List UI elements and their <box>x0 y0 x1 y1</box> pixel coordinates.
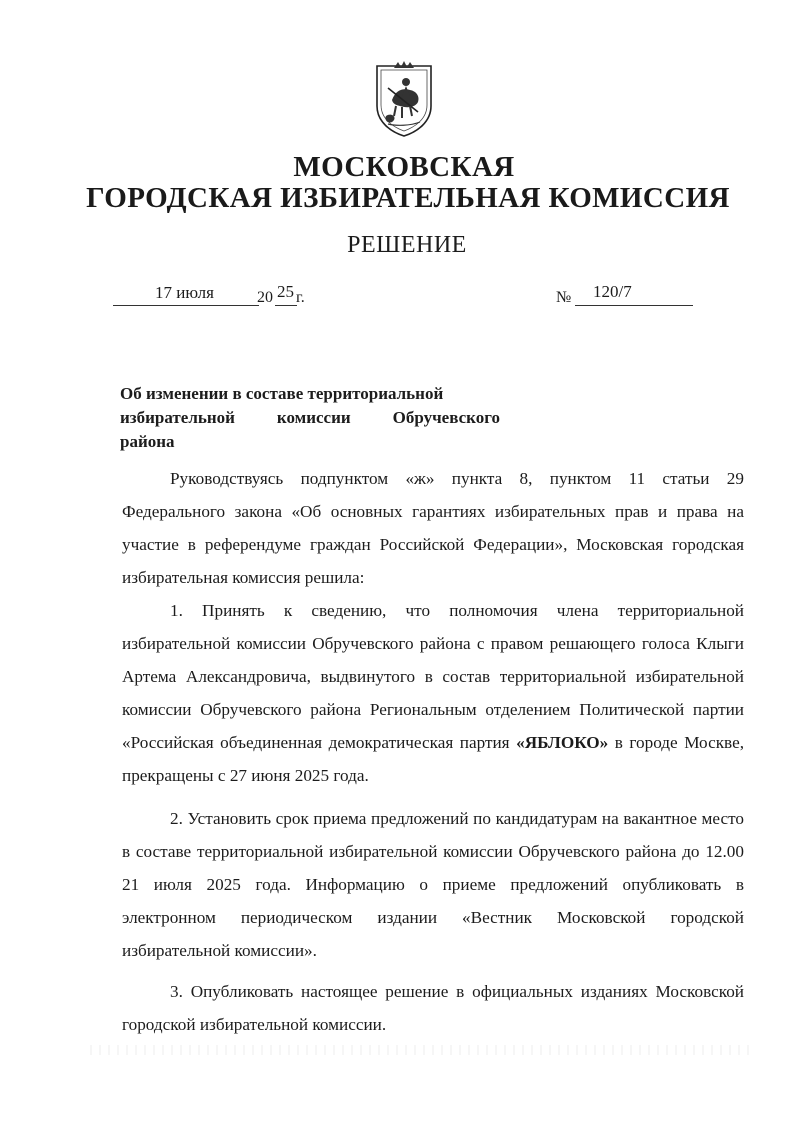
clause-3-paragraph: 3. Опубликовать настоящее решение в официальных изданиях Московской городской избирательной комиссии. <box>122 982 744 1034</box>
clause-1-text: 1. Принять к сведению, что полномочия члена территориальной избирательной комиссии Обручевского района с правом решающего голоса Клыги Артема Александровича, выдвинутого в состав территориальной избирательной комиссии Обручевского района Региональным отделением Политической партии «Российская объединенная демократическая партия <box>122 601 744 752</box>
subject-line3: района <box>120 432 175 451</box>
year-suffix: г. <box>296 289 305 306</box>
subject-line2: избирательной комиссии Обручевского <box>120 408 500 427</box>
year-prefix: 20 <box>257 289 273 306</box>
decision-body <box>122 462 744 1041</box>
clause-1-paragraph <box>122 594 744 792</box>
scan-artifact <box>90 1045 750 1055</box>
number-underline <box>575 305 693 306</box>
decision-subject <box>120 382 500 454</box>
year-value: 25 <box>277 282 294 301</box>
document-type: РЕШЕНИЕ <box>347 232 467 258</box>
party-name-bold: «ЯБЛОКО» <box>516 733 609 752</box>
decision-number: 120/7 <box>593 282 632 301</box>
subject-line1: Об изменении в составе территориальной <box>120 384 444 403</box>
moscow-coat-of-arms-icon <box>372 60 436 138</box>
clause-2-paragraph: 2. Установить срок приема предложений по кандидатурам на вакантное место в составе территориальной избирательной комиссии Обручевского района до 12.00 21 июля 2025 года. Информацию о приеме предложений опубликовать в электронном периодическом издании «Вестник Московской городской избирательной комиссии». <box>122 809 744 960</box>
number-sign: № <box>556 289 572 306</box>
org-name-line1: МОСКОВСКАЯ <box>293 151 515 183</box>
preamble-paragraph: Руководствуясь подпунктом «ж» пункта 8, пунктом 11 статьи 29 Федерального закона «Об основных гарантиях избирательных прав и права на участие в референдуме граждан Российской Федерации», Московская городская избирательная комиссия решила: <box>122 469 744 587</box>
year-underline <box>275 305 297 306</box>
date-underline <box>113 305 259 306</box>
clause-1-tail: в городе Москве, прекращены с 27 июня 2025 года. <box>122 733 744 785</box>
org-name-line2: ГОРОДСКАЯ ИЗБИРАТЕЛЬНАЯ КОМИССИЯ <box>86 182 730 214</box>
decision-date: 17 июля <box>155 283 214 302</box>
